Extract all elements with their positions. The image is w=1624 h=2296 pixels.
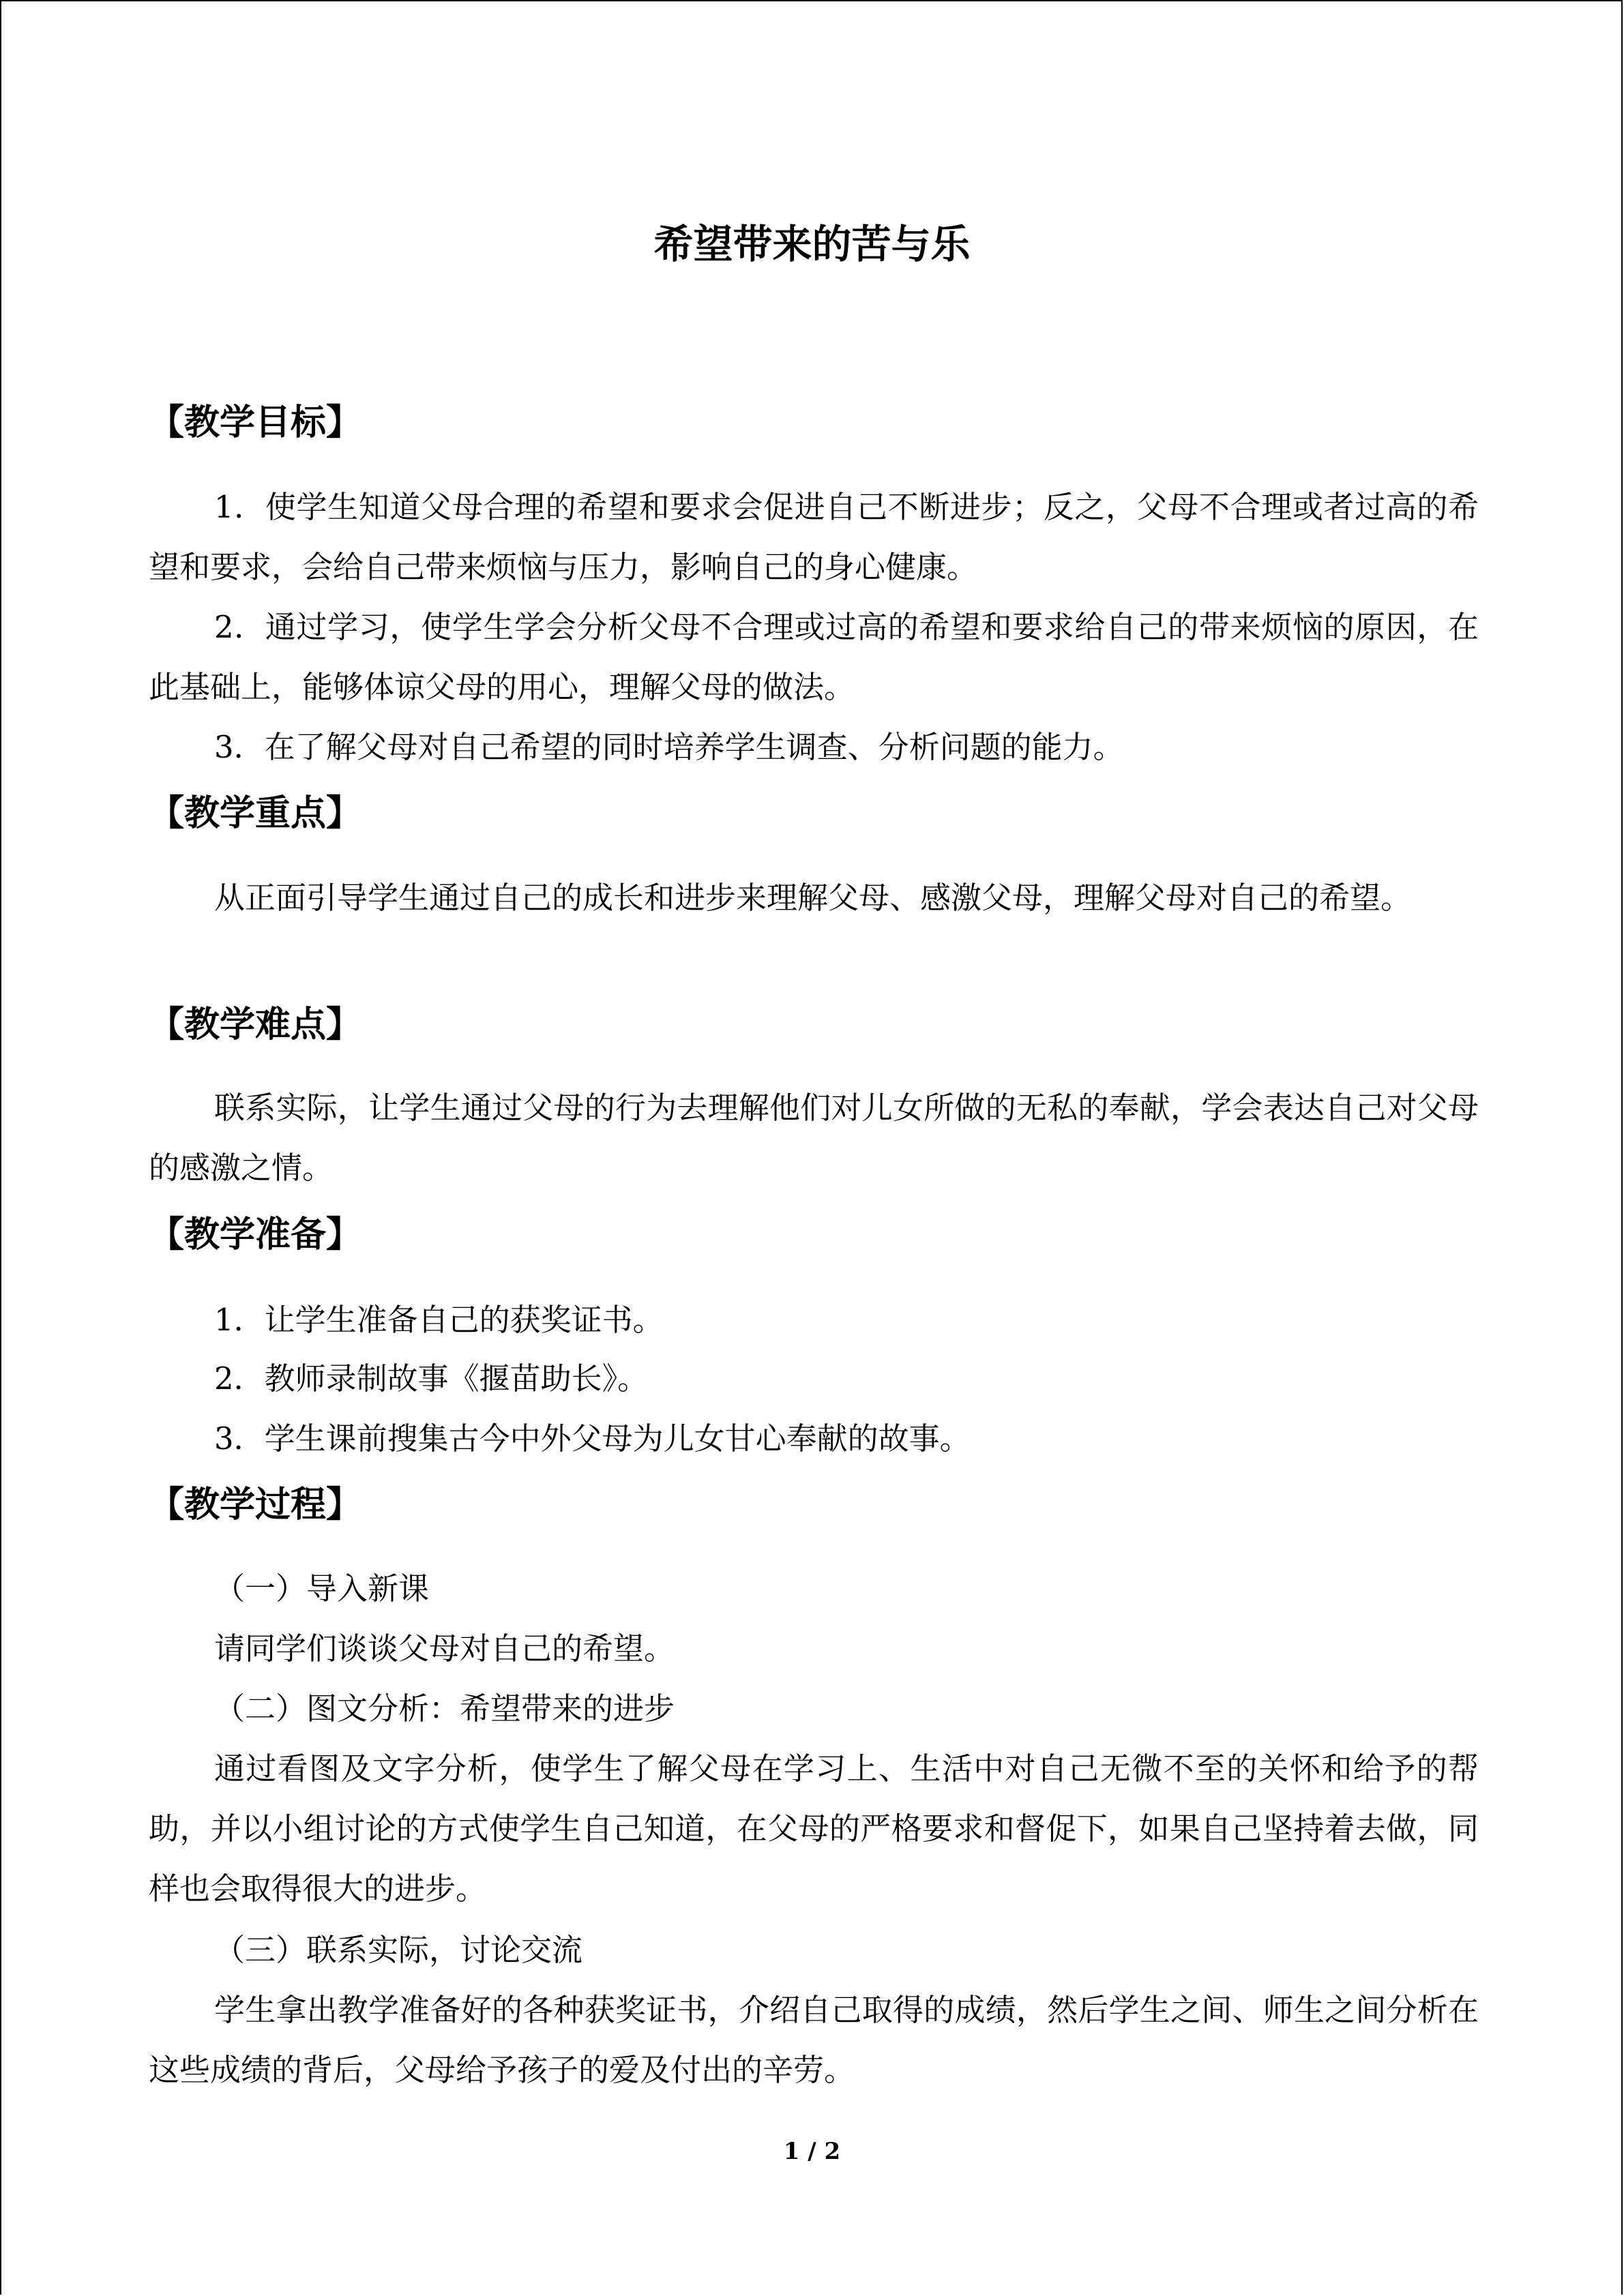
- process-step3-text: 学生拿出教学准备好的各种获奖证书，介绍自己取得的成绩，然后学生之间、师生之间分析在这些成绩的背后，父母给予孩子的爱及付出的辛劳。: [149, 1992, 1479, 2088]
- prep-item-1: 1．让学生准备自己的获奖证书。: [214, 1302, 664, 1338]
- difficulties-text: 联系实际，让学生通过父母的行为去理解他们对儿女所做的无私的奉献，学会表达自己对父母的感激之情。: [149, 1090, 1479, 1186]
- process-step3-title: （三）联系实际，讨论交流: [214, 1932, 583, 1968]
- heading-preparation: 【教学准备】: [149, 1214, 362, 1255]
- process-step2-text: 通过看图及文字分析，使学生了解父母在学习上、生活中对自己无微不至的关怀和给予的帮助，并以小组讨论的方式使学生自己知道，在父母的严格要求和督促下，如果自己坚持着去做，同样也会取得很大的进步。: [149, 1750, 1479, 1907]
- heading-difficulties: 【教学难点】: [149, 1004, 362, 1045]
- process-step2-title: （二）图文分析：希望带来的进步: [214, 1690, 675, 1727]
- process-step1-text: 请同学们谈谈父母对自己的希望。: [214, 1630, 675, 1667]
- goal-item-2: 2．通过学习，使学生学会分析父母不合理或过高的希望和要求给自己的带来烦恼的原因，在此基础上，能够体谅父母的用心，理解父母的做法。: [149, 609, 1479, 705]
- key-points-text: 从正面引导学生通过自己的成长和进步来理解父母、感激父母，理解父母对自己的希望。: [214, 880, 1412, 916]
- heading-teaching-goals: 【教学目标】: [149, 402, 362, 443]
- prep-item-2: 2．教师录制故事《揠苗助长》。: [214, 1360, 649, 1397]
- page-number: 1 / 2: [783, 2138, 841, 2165]
- process-step1-title: （一）导入新课: [214, 1570, 430, 1607]
- goal-item-1: 1．使学生知道父母合理的希望和要求会促进自己不断进步；反之，父母不合理或者过高的希望和要求，会给自己带来烦恼与压力，影响自己的身心健康。: [149, 489, 1479, 585]
- prep-item-3: 3．学生课前搜集古今中外父母为儿女甘心奉献的故事。: [214, 1420, 971, 1457]
- heading-process: 【教学过程】: [149, 1484, 362, 1525]
- page-title: 希望带来的苦与乐: [653, 221, 971, 267]
- heading-key-points: 【教学重点】: [149, 792, 362, 834]
- goal-item-3: 3．在了解父母对自己希望的同时培养学生调查、分析问题的能力。: [214, 729, 1124, 765]
